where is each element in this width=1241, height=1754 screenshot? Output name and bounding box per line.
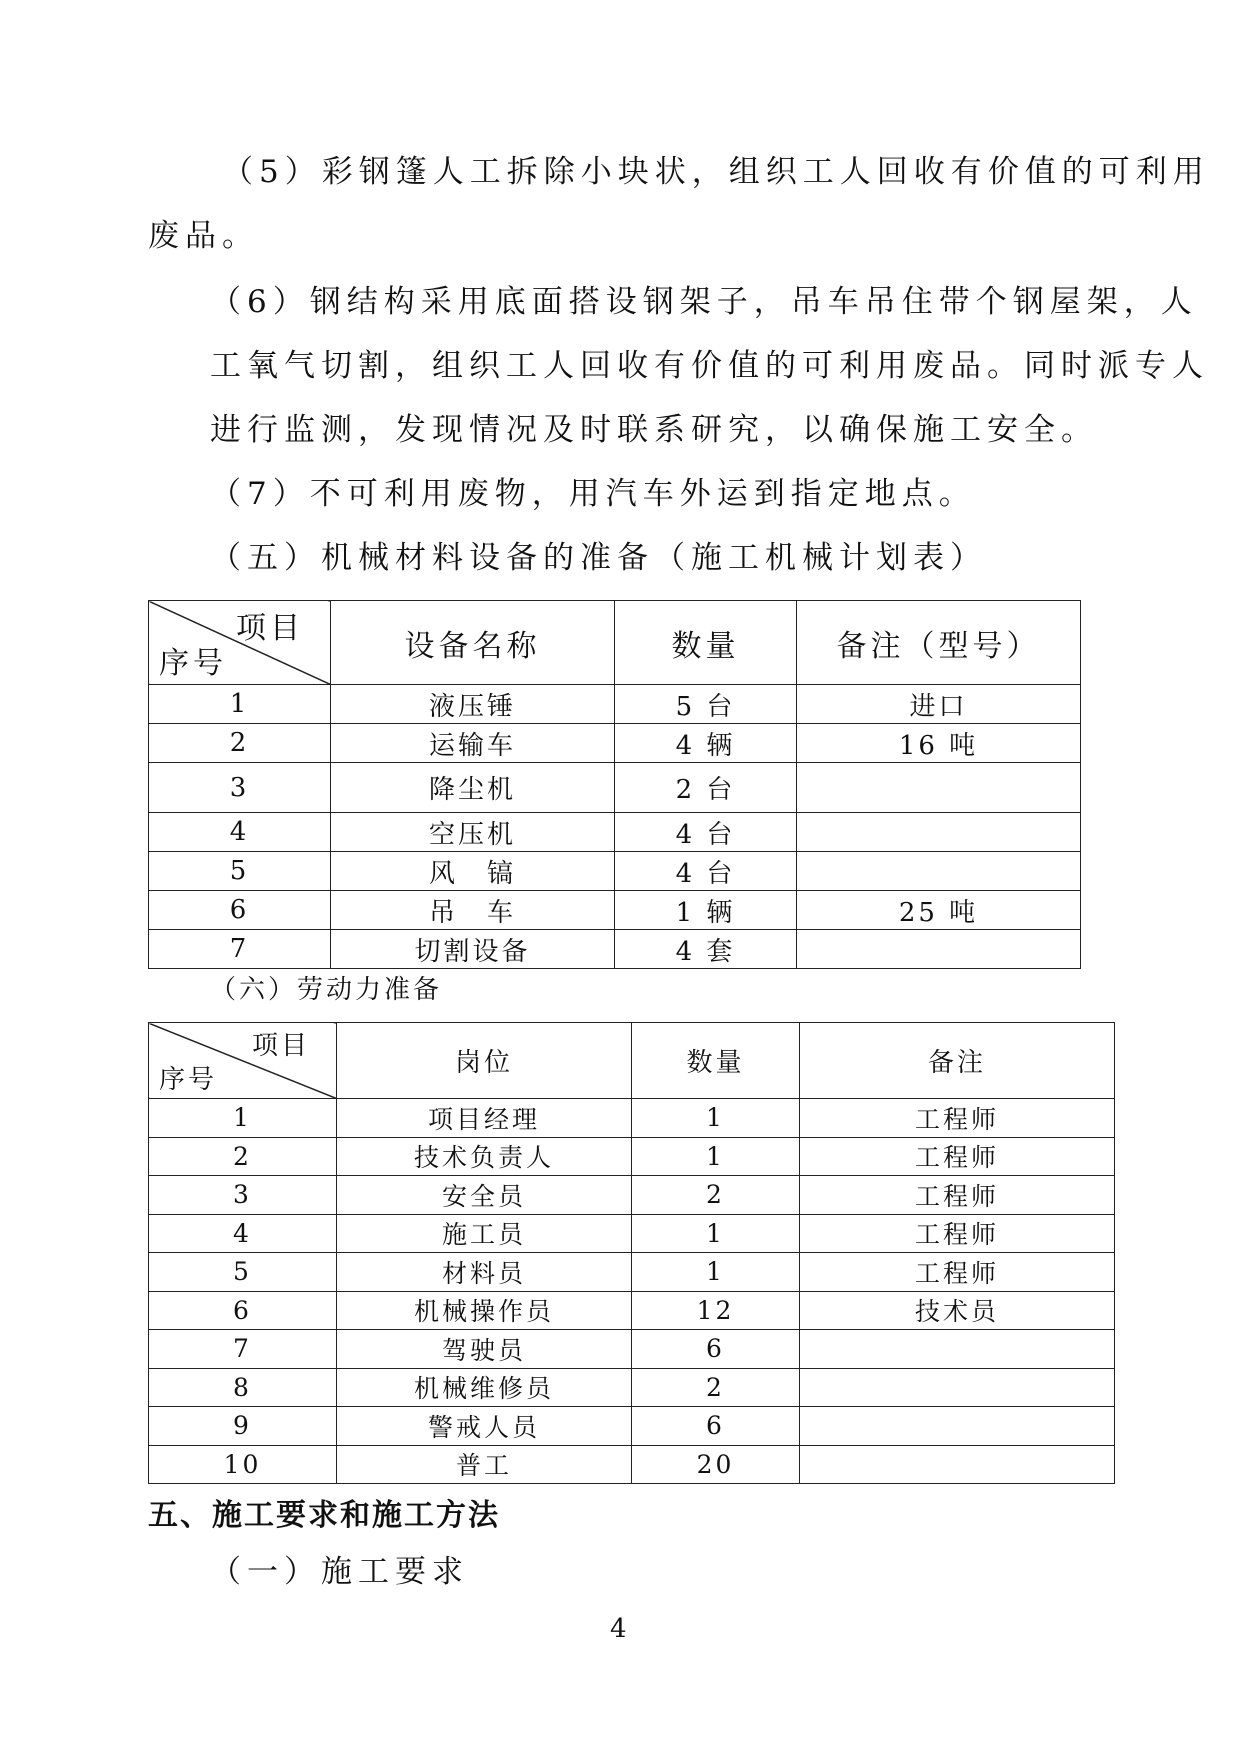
qty-cell: 1 [632, 1137, 800, 1176]
note-cell [797, 813, 1081, 852]
labor-header-qty: 数量 [632, 1023, 800, 1099]
qty-cell: 2 台 [615, 763, 797, 813]
post-cell: 施工员 [337, 1214, 632, 1253]
table-row [149, 685, 1081, 724]
post-cell: 项目经理 [337, 1099, 632, 1138]
seq-cell: 1 [149, 1099, 337, 1138]
paragraph-5: （5）彩钢篷人工拆除小块状，组织工人回收有价值的可利用 [222, 154, 1210, 190]
name-cell: 吊 车 [331, 891, 615, 930]
seq-cell: 10 [149, 1445, 337, 1484]
section-heading: 五、施工要求和施工方法 [148, 1498, 500, 1533]
note-cell [797, 930, 1081, 969]
table-row [149, 763, 1081, 813]
qty-cell: 6 [632, 1330, 800, 1369]
qty-cell: 12 [632, 1291, 800, 1330]
paragraph-7: （7）不可利用废物，用汽车外运到指定地点。 [210, 476, 976, 512]
equipment-heading: （五）机械材料设备的准备（施工机械计划表） [210, 540, 987, 576]
qty-cell: 4 辆 [615, 724, 797, 763]
equipment-table [148, 600, 1081, 969]
equipment-header-item: 项目 [236, 611, 304, 646]
qty-cell: 2 [632, 1176, 800, 1215]
seq-cell: 5 [149, 1253, 337, 1292]
table-row [149, 852, 1081, 891]
post-cell: 机械维修员 [337, 1368, 632, 1407]
table-row [149, 930, 1081, 969]
equipment-header-qty: 数量 [615, 601, 797, 685]
qty-cell: 5 台 [615, 685, 797, 724]
seq-cell: 9 [149, 1407, 337, 1446]
post-cell: 技术负责人 [337, 1137, 632, 1176]
note-cell: 技术员 [800, 1291, 1115, 1330]
post-cell: 普工 [337, 1445, 632, 1484]
seq-cell: 7 [149, 930, 331, 969]
equipment-header-corner [149, 601, 331, 685]
table-row [149, 724, 1081, 763]
qty-cell: 4 套 [615, 930, 797, 969]
table-row [149, 1099, 1115, 1138]
paragraph-6-cont-2: 进行监测，发现情况及时联系研究，以确保施工安全。 [210, 412, 1098, 448]
table-row [149, 1368, 1115, 1407]
labor-heading: （六）劳动力准备 [210, 975, 443, 1005]
seq-cell: 3 [149, 1176, 337, 1215]
seq-cell: 2 [149, 724, 331, 763]
paragraph-5-cont: 废品。 [148, 218, 259, 254]
note-cell: 工程师 [800, 1214, 1115, 1253]
name-cell: 空压机 [331, 813, 615, 852]
table-row [149, 1445, 1115, 1484]
qty-cell: 1 [632, 1214, 800, 1253]
seq-cell: 4 [149, 1214, 337, 1253]
table-row [149, 1214, 1115, 1253]
post-cell: 材料员 [337, 1253, 632, 1292]
note-cell [797, 763, 1081, 813]
seq-cell: 5 [149, 852, 331, 891]
seq-cell: 7 [149, 1330, 337, 1369]
note-cell: 工程师 [800, 1137, 1115, 1176]
equipment-header-seq: 序号 [159, 646, 227, 681]
qty-cell: 1 [632, 1253, 800, 1292]
page-number: 4 [610, 1614, 627, 1644]
seq-cell: 1 [149, 685, 331, 724]
table-row [149, 1253, 1115, 1292]
post-cell: 安全员 [337, 1176, 632, 1215]
note-cell [800, 1330, 1115, 1369]
note-cell [800, 1368, 1115, 1407]
note-cell: 16 吨 [797, 724, 1081, 763]
labor-header-item: 项目 [251, 1031, 310, 1061]
sub-heading: （一）施工要求 [210, 1554, 469, 1590]
note-cell [797, 852, 1081, 891]
equipment-header-note: 备注（型号） [797, 601, 1081, 685]
table-row [149, 1407, 1115, 1446]
seq-cell: 2 [149, 1137, 337, 1176]
name-cell: 风 镐 [331, 852, 615, 891]
post-cell: 警戒人员 [337, 1407, 632, 1446]
note-cell [800, 1407, 1115, 1446]
seq-cell: 6 [149, 891, 331, 930]
qty-cell: 4 台 [615, 813, 797, 852]
note-cell: 工程师 [800, 1253, 1115, 1292]
name-cell: 降尘机 [331, 763, 615, 813]
seq-cell: 6 [149, 1291, 337, 1330]
labor-table [148, 1022, 1115, 1484]
note-cell: 25 吨 [797, 891, 1081, 930]
note-cell: 进口 [797, 685, 1081, 724]
qty-cell: 1 辆 [615, 891, 797, 930]
paragraph-6: （6）钢结构采用底面搭设钢架子，吊车吊住带个钢屋架，人 [210, 284, 1198, 320]
seq-cell: 8 [149, 1368, 337, 1407]
paragraph-6-cont-1: 工氧气切割，组织工人回收有价值的可利用废品。同时派专人 [210, 348, 1209, 384]
post-cell: 机械操作员 [337, 1291, 632, 1330]
table-row [149, 1176, 1115, 1215]
labor-header-note: 备注 [800, 1023, 1115, 1099]
name-cell: 液压锤 [331, 685, 615, 724]
note-cell [800, 1445, 1115, 1484]
name-cell: 切割设备 [331, 930, 615, 969]
equipment-header-name: 设备名称 [331, 601, 615, 685]
table-row [149, 1291, 1115, 1330]
table-row [149, 891, 1081, 930]
post-cell: 驾驶员 [337, 1330, 632, 1369]
qty-cell: 20 [632, 1445, 800, 1484]
qty-cell: 4 台 [615, 852, 797, 891]
table-row [149, 813, 1081, 852]
labor-header-corner [149, 1023, 337, 1099]
note-cell: 工程师 [800, 1099, 1115, 1138]
name-cell: 运输车 [331, 724, 615, 763]
qty-cell: 2 [632, 1368, 800, 1407]
qty-cell: 1 [632, 1099, 800, 1138]
table-row [149, 1137, 1115, 1176]
seq-cell: 3 [149, 763, 331, 813]
qty-cell: 6 [632, 1407, 800, 1446]
seq-cell: 4 [149, 813, 331, 852]
labor-header-seq: 序号 [159, 1065, 218, 1095]
note-cell: 工程师 [800, 1176, 1115, 1215]
table-row [149, 1330, 1115, 1369]
labor-header-post: 岗位 [337, 1023, 632, 1099]
